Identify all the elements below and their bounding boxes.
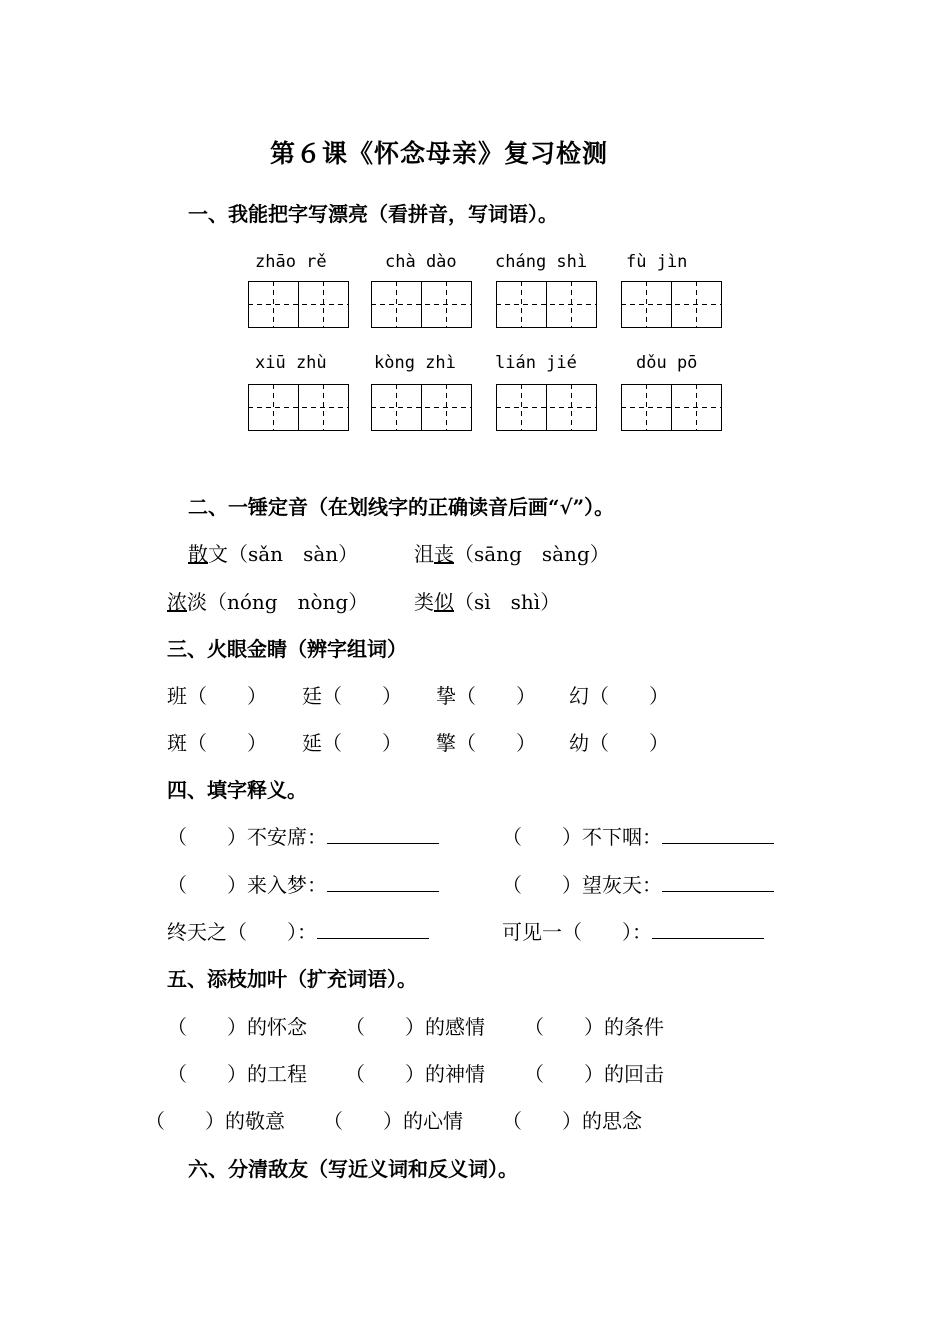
item-char: 类 bbox=[414, 590, 434, 614]
word-item[interactable]: 延（ ） bbox=[302, 731, 402, 755]
fill-item-text: （ ）望灰天： bbox=[502, 873, 662, 897]
pronunciation-item[interactable] bbox=[167, 586, 368, 615]
word-item[interactable]: 廷（ ） bbox=[302, 684, 402, 708]
pinyin-label: cháng shì bbox=[495, 252, 588, 272]
fill-item[interactable] bbox=[167, 869, 439, 898]
section-1-heading: 一、我能把字写漂亮（看拼音，写词语）。 bbox=[188, 202, 558, 226]
writing-grid[interactable] bbox=[621, 281, 721, 327]
answer-blank[interactable] bbox=[662, 825, 774, 844]
pinyin-options: （nóng nòng） bbox=[207, 590, 369, 614]
underlined-char: 浓 bbox=[167, 590, 187, 614]
writing-grid[interactable] bbox=[371, 384, 471, 430]
section-3-heading: 三、火眼金睛（辨字组词） bbox=[167, 637, 407, 661]
phrase-item[interactable]: （ ）的感情 bbox=[345, 1015, 485, 1039]
writing-grid[interactable] bbox=[496, 384, 596, 430]
fill-item-text: （ ）来入梦： bbox=[167, 873, 327, 897]
writing-grid[interactable] bbox=[621, 384, 721, 430]
answer-blank[interactable] bbox=[652, 920, 764, 939]
fill-item[interactable] bbox=[167, 821, 439, 850]
fill-item-text: 可见一（ ）： bbox=[502, 920, 652, 944]
writing-grid[interactable] bbox=[496, 281, 596, 327]
pinyin-label: dǒu pō bbox=[636, 353, 698, 373]
answer-blank[interactable] bbox=[327, 825, 439, 844]
pinyin-label: fù jìn bbox=[626, 252, 688, 272]
word-item[interactable]: 班（ ） bbox=[167, 684, 267, 708]
fill-item[interactable] bbox=[502, 869, 774, 898]
answer-blank[interactable] bbox=[327, 873, 439, 892]
underlined-char: 丧 bbox=[434, 542, 454, 566]
fill-item[interactable] bbox=[167, 916, 429, 945]
section-2-heading: 二、一锤定音（在划线字的正确读音后画“√”）。 bbox=[188, 495, 615, 519]
answer-blank[interactable] bbox=[317, 920, 429, 939]
pinyin-label: kòng zhì bbox=[374, 353, 456, 373]
word-item[interactable]: 斑（ ） bbox=[167, 731, 267, 755]
pinyin-options: （sì shì） bbox=[454, 590, 561, 614]
item-char: 沮 bbox=[414, 542, 434, 566]
word-item[interactable]: 幻（ ） bbox=[569, 684, 669, 708]
pinyin-label: chà dào bbox=[385, 252, 457, 272]
answer-blank[interactable] bbox=[662, 873, 774, 892]
writing-grid[interactable] bbox=[248, 384, 348, 430]
section-4-heading: 四、填字释义。 bbox=[167, 778, 307, 802]
pronunciation-item[interactable] bbox=[414, 586, 560, 615]
section-6-heading: 六、分清敌友（写近义词和反义词）。 bbox=[188, 1157, 518, 1181]
section-5-heading: 五、添枝加叶（扩充词语）。 bbox=[167, 967, 417, 991]
page-title: 第６课《怀念母亲》复习检测 bbox=[270, 139, 609, 168]
fill-item[interactable] bbox=[502, 916, 764, 945]
fill-item-text: （ ）不安席： bbox=[167, 825, 327, 849]
writing-grid[interactable] bbox=[371, 281, 471, 327]
word-item[interactable]: 擎（ ） bbox=[436, 731, 536, 755]
fill-item[interactable] bbox=[502, 821, 774, 850]
phrase-item[interactable]: （ ）的回击 bbox=[524, 1062, 664, 1086]
phrase-item[interactable]: （ ）的怀念 bbox=[167, 1015, 307, 1039]
fill-item-text: （ ）不下咽： bbox=[502, 825, 662, 849]
pronunciation-item[interactable] bbox=[188, 538, 358, 567]
underlined-char: 散 bbox=[188, 542, 208, 566]
pinyin-label: lián jié bbox=[495, 353, 577, 373]
item-char: 淡 bbox=[187, 590, 207, 614]
underlined-char: 似 bbox=[434, 590, 454, 614]
pinyin-label: xiū zhù bbox=[255, 353, 327, 373]
item-char: 文 bbox=[208, 542, 228, 566]
pinyin-options: （sǎn sàn） bbox=[228, 542, 359, 566]
word-item[interactable]: 幼（ ） bbox=[569, 731, 669, 755]
word-item[interactable]: 挚（ ） bbox=[436, 684, 536, 708]
phrase-item[interactable]: （ ）的工程 bbox=[167, 1062, 307, 1086]
pronunciation-item[interactable] bbox=[414, 538, 610, 567]
phrase-item[interactable]: （ ）的神情 bbox=[345, 1062, 485, 1086]
fill-item-text: 终天之（ ）： bbox=[167, 920, 317, 944]
writing-grid[interactable] bbox=[248, 281, 348, 327]
pinyin-label: zhāo rě bbox=[255, 252, 327, 272]
phrase-item[interactable]: （ ）的敬意 bbox=[145, 1109, 285, 1133]
phrase-item[interactable]: （ ）的心情 bbox=[323, 1109, 463, 1133]
pinyin-options: （sāng sàng） bbox=[454, 542, 610, 566]
phrase-item[interactable]: （ ）的思念 bbox=[502, 1109, 642, 1133]
phrase-item[interactable]: （ ）的条件 bbox=[524, 1015, 664, 1039]
